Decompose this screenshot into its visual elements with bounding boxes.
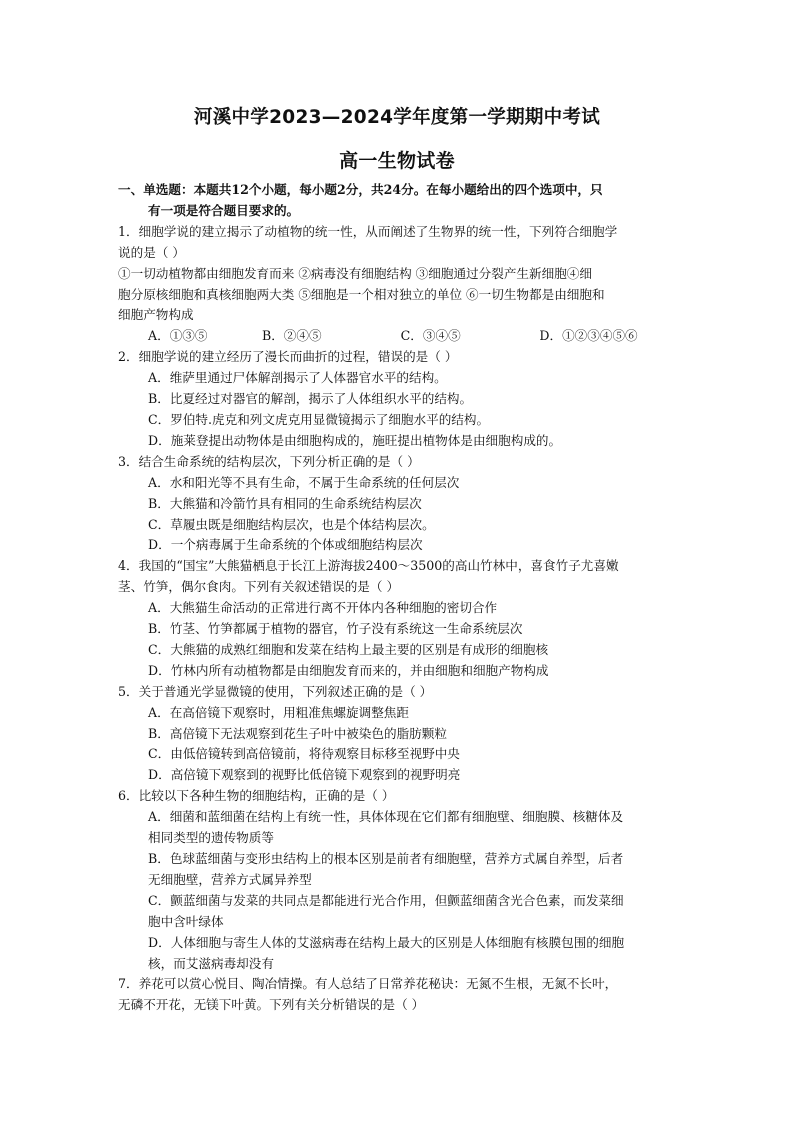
question-1-options bbox=[118, 326, 688, 347]
question-3-option-d: D．一个病毒属于生命系统的个体或细胞结构层次 bbox=[148, 537, 423, 553]
question-1-stem-line2: 说的是（ ） bbox=[118, 244, 185, 260]
question-1 bbox=[118, 222, 688, 347]
question-5-option-b: B．高倍镜下无法观察到花生子叶中被染色的脂肪颗粒 bbox=[148, 725, 447, 741]
question-3-option-c: C．草履虫既是细胞结构层次，也是个体结构层次。 bbox=[148, 516, 435, 532]
question-6-stem: 6．比较以下各种生物的细胞结构，正确的是（ ） bbox=[118, 788, 395, 804]
question-5-stem: 5．关于普通光学显微镜的使用，下列叙述正确的是（ ） bbox=[118, 683, 433, 699]
question-3-option-b: B．大熊猫和冷箭竹具有相同的生命系统结构层次 bbox=[148, 495, 422, 511]
question-4-option-a: A．大熊猫生命活动的正常进行离不开体内各种细胞的密切合作 bbox=[148, 600, 498, 616]
question-1-items-line2: 胞分原核细胞和真核细胞两大类 ⑤细胞是一个相对独立的单位 ⑥一切生物都是由细胞和 bbox=[118, 286, 605, 302]
question-6-option-d-line1: D．人体细胞与寄生人体的艾滋病毒在结构上最大的区别是人体细胞有核膜包围的细胞 bbox=[148, 934, 625, 950]
question-6 bbox=[118, 786, 688, 974]
question-4-stem-line2: 茎、竹笋，偶尔食肉。下列有关叙述错误的是（ ） bbox=[118, 579, 400, 595]
question-4-option-c: C．大熊猫的成熟红细胞和发菜在结构上最主要的区别是有成形的细胞核 bbox=[148, 641, 549, 657]
question-7 bbox=[118, 974, 688, 1016]
question-2-option-d: D．施莱登提出动物体是由细胞构成的，施旺提出植物体是由细胞构成的。 bbox=[148, 432, 562, 448]
exam-title: 河溪中学2023—2024学年度第一学期期中考试 bbox=[193, 107, 601, 128]
question-1-stem-line1: 1．细胞学说的建立揭示了动植物的统一性，从而阐述了生物界的统一性，下列符合细胞学 bbox=[118, 223, 618, 239]
question-1-option-c: C．③④⑤ bbox=[400, 328, 461, 344]
question-6-option-b-line1: B．色球蓝细菌与变形虫结构上的根本区别是前者有细胞壁，营养方式属自养型，后者 bbox=[148, 851, 624, 866]
question-3-stem: 3．结合生命系统的结构层次，下列分析正确的是（ ） bbox=[118, 453, 420, 469]
question-2-option-c: C．罗伯特.虎克和列文虎克用显微镜揭示了细胞水平的结构。 bbox=[148, 411, 490, 427]
question-6-option-a-line2: 相同类型的遗传物质等 bbox=[148, 830, 274, 846]
section-heading-line2: 有一项是符合题目要求的。 bbox=[148, 202, 300, 218]
exam-subtitle: 高一生物试卷 bbox=[339, 150, 455, 172]
question-2 bbox=[118, 347, 688, 452]
question-1-items-line1: ①一切动植物都由细胞发育而来 ②病毒没有细胞结构 ③细胞通过分裂产生新细胞④细 bbox=[118, 265, 592, 281]
section-heading bbox=[118, 180, 688, 222]
question-7-stem-line1: 7．养花可以赏心悦目、陶冶情操。有人总结了日常养花秘诀：无氮不生根，无氮不长叶， bbox=[118, 976, 618, 992]
question-4-option-b: B．竹茎、竹笋都属于植物的器官，竹子没有系统这一生命系统层次 bbox=[148, 621, 523, 637]
question-6-option-c-line2: 胞中含叶绿体 bbox=[148, 913, 224, 929]
question-5-option-a: A．在高倍镜下观察时，用粗准焦螺旋调整焦距 bbox=[148, 704, 409, 720]
question-2-stem: 2．细胞学说的建立经历了漫长而曲折的过程，错误的是（ ） bbox=[118, 349, 458, 365]
question-6-option-d-line2: 核，而艾滋病毒却没有 bbox=[148, 955, 274, 971]
question-1-option-d: D．①②③④⑤⑥ bbox=[539, 328, 638, 344]
question-5-option-d: D．高倍镜下观察到的视野比低倍镜下观察到的视野明亮 bbox=[148, 767, 461, 783]
question-1-option-a: A．①③⑤ bbox=[148, 328, 208, 344]
question-6-option-b-line2: 无细胞壁，营养方式属异养型 bbox=[148, 871, 312, 887]
question-2-option-b: B．比夏经过对器官的解剖，揭示了人体组织水平的结构。 bbox=[148, 391, 473, 407]
question-5 bbox=[118, 682, 688, 787]
section-heading-line1: 一、单选题：本题共12个小题，每小题2分，共24分。在每小题给出的四个选项中，只 bbox=[118, 182, 603, 197]
question-4-option-d: D．竹林内所有动植物都是由细胞发育而来的，并由细胞和细胞产物构成 bbox=[148, 662, 549, 678]
question-3 bbox=[118, 452, 688, 557]
question-4-stem-line1: 4．我国的“国宝”大熊猫栖息于长江上游海拔2400～3500的高山竹林中，喜食竹子尤喜嫩 bbox=[118, 558, 619, 574]
question-1-option-b: B．②④⑤ bbox=[261, 328, 322, 344]
question-2-option-a: A．维萨里通过尸体解剖揭示了人体器官水平的结构。 bbox=[148, 370, 447, 386]
question-6-option-c-line1: C．颤蓝细菌与发菜的共同点是都能进行光合作用，但颤蓝细菌含光合色素，而发菜细 bbox=[148, 892, 624, 908]
question-1-items-line3: 细胞产物构成 bbox=[118, 307, 194, 323]
exam-body bbox=[118, 180, 688, 1016]
question-5-option-c: C．由低倍镜转到高倍镜前，将待观察目标移至视野中央 bbox=[148, 746, 460, 762]
question-6-option-a-line1: A．细菌和蓝细菌在结构上有统一性，具体体现在它们都有细胞壁、细胞膜、核糖体及 bbox=[148, 809, 624, 825]
question-4 bbox=[118, 556, 688, 681]
question-3-option-a: A．水和阳光等不具有生命，不属于生命系统的任何层次 bbox=[148, 474, 460, 490]
question-7-stem-line2: 无磷不开花，无镁下叶黄。下列有关分析错误的是（ ） bbox=[118, 997, 425, 1013]
